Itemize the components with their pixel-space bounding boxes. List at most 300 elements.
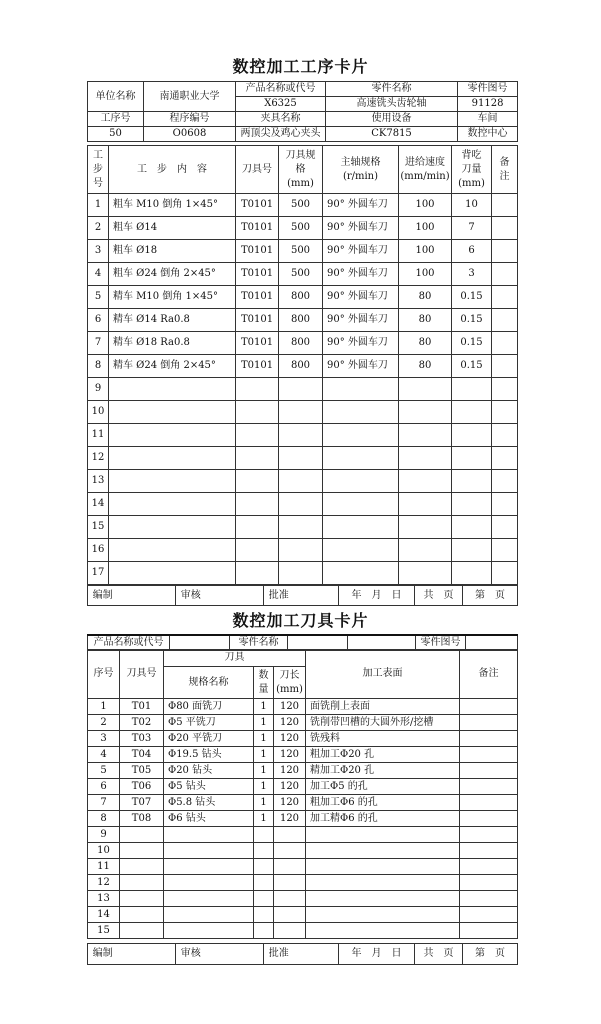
- tool-row-name: [164, 923, 254, 939]
- tool-row-surface: [306, 923, 460, 939]
- tool-footer-page-no: 第 页: [463, 944, 518, 965]
- step-feed: 100: [399, 263, 452, 286]
- tool-row-no: 2: [88, 715, 120, 731]
- step-spindle: [323, 539, 399, 562]
- tool-drawing-label: 零件图号: [416, 635, 466, 650]
- step-feed: 100: [399, 217, 452, 240]
- step-note: [492, 378, 518, 401]
- step-note: [492, 539, 518, 562]
- step-depth: [452, 539, 492, 562]
- tool-row-no: 7: [88, 795, 120, 811]
- step-tool-spec: [279, 562, 323, 585]
- tool-header-length: 刀长 (mm): [274, 667, 306, 699]
- step-tool-spec: 800: [279, 355, 323, 378]
- tool-row-name: [164, 827, 254, 843]
- tool-row-name: [164, 875, 254, 891]
- tool-row-tool-no: T01: [120, 699, 164, 715]
- step-depth: [452, 378, 492, 401]
- step-depth: [452, 516, 492, 539]
- header-tool-spec: 刀具规 格 (mm): [279, 146, 323, 194]
- tool-part-value: [288, 635, 348, 650]
- process-no-label: 工序号: [88, 112, 144, 127]
- step-feed: [399, 378, 452, 401]
- step-tool-spec: 500: [279, 194, 323, 217]
- step-tool: [236, 424, 279, 447]
- tool-row-note: [460, 859, 518, 875]
- tool-row-name: Φ20 平铣刀: [164, 731, 254, 747]
- step-row: [88, 562, 518, 585]
- tool-footer-compile-label: 编制: [88, 944, 118, 965]
- step-row: [88, 401, 518, 424]
- step-content: [109, 401, 236, 424]
- step-tool: T0101: [236, 355, 279, 378]
- step-content: [109, 562, 236, 585]
- tool-footer-total-pages: 共 页: [415, 944, 463, 965]
- step-row: [88, 286, 518, 309]
- step-row: [88, 539, 518, 562]
- drawing-value: 91128: [458, 97, 518, 112]
- tool-row: [88, 811, 518, 827]
- tool-row-surface: [306, 827, 460, 843]
- step-no: 13: [88, 470, 109, 493]
- step-tool: [236, 378, 279, 401]
- step-note: [492, 194, 518, 217]
- step-spindle: 90° 外圆车刀: [323, 194, 399, 217]
- tool-row-surface: 铣削带凹槽的大圆外形/挖槽: [306, 715, 460, 731]
- program-label: 程序编号: [144, 112, 236, 127]
- step-note: [492, 263, 518, 286]
- step-row: [88, 263, 518, 286]
- step-tool: [236, 539, 279, 562]
- tool-row-surface: [306, 907, 460, 923]
- tool-row-note: [460, 715, 518, 731]
- step-spindle: [323, 493, 399, 516]
- tool-row-qty: [254, 875, 274, 891]
- step-tool: T0101: [236, 240, 279, 263]
- tool-blank-value: [348, 635, 416, 650]
- step-depth: 0.15: [452, 286, 492, 309]
- step-no: 9: [88, 378, 109, 401]
- tool-row-qty: 1: [254, 715, 274, 731]
- equipment-value: CK7815: [326, 127, 458, 142]
- tool-header-surface: 加工表面: [306, 650, 460, 699]
- step-row: [88, 217, 518, 240]
- footer-page-no: 第 页: [463, 586, 518, 606]
- step-tool-spec: [279, 493, 323, 516]
- step-feed: 80: [399, 355, 452, 378]
- tool-footer-compile-value: [118, 944, 176, 965]
- tool-row-length: 120: [274, 747, 306, 763]
- process-steps-table: [87, 145, 518, 585]
- equipment-label: 使用设备: [326, 112, 458, 127]
- step-no: 3: [88, 240, 109, 263]
- tool-row-name: [164, 891, 254, 907]
- step-tool-spec: [279, 447, 323, 470]
- tool-row-tool-no: [120, 827, 164, 843]
- step-tool-spec: [279, 401, 323, 424]
- fixture-label: 夹具名称: [236, 112, 326, 127]
- tool-row-note: [460, 875, 518, 891]
- tool-row: [88, 907, 518, 923]
- tool-row: [88, 859, 518, 875]
- tool-header-group: 刀具: [164, 650, 306, 667]
- step-depth: [452, 493, 492, 516]
- tool-row-tool-no: T05: [120, 763, 164, 779]
- step-tool: T0101: [236, 217, 279, 240]
- workshop-value: 数控中心: [458, 127, 518, 142]
- step-spindle: [323, 562, 399, 585]
- step-row: [88, 424, 518, 447]
- step-note: [492, 447, 518, 470]
- tool-row-surface: 加工精Φ6 的孔: [306, 811, 460, 827]
- tool-row: [88, 763, 518, 779]
- step-note: [492, 217, 518, 240]
- footer-compile-value: [118, 586, 176, 606]
- tool-row-length: 120: [274, 811, 306, 827]
- header-depth: 背吃 刀量 (mm): [452, 146, 492, 194]
- tool-header-qty: 数 量: [254, 667, 274, 699]
- tool-row-name: [164, 907, 254, 923]
- step-tool-spec: 500: [279, 217, 323, 240]
- tool-row-qty: [254, 923, 274, 939]
- tool-row-surface: [306, 859, 460, 875]
- step-depth: 0.15: [452, 355, 492, 378]
- tool-row-tool-no: [120, 891, 164, 907]
- tool-row-length: 120: [274, 715, 306, 731]
- footer-review-label: 审核: [176, 586, 206, 606]
- tool-footer-approve-value: [294, 944, 339, 965]
- step-content: 精车 Ø14 Ra0.8: [109, 309, 236, 332]
- tool-row-length: [274, 923, 306, 939]
- step-content: 粗车 Ø14: [109, 217, 236, 240]
- step-tool: [236, 516, 279, 539]
- step-depth: 7: [452, 217, 492, 240]
- fixture-value: 两顶尖及鸡心夹头: [236, 127, 326, 142]
- step-note: [492, 401, 518, 424]
- step-note: [492, 516, 518, 539]
- tool-row-note: [460, 907, 518, 923]
- tool-row-note: [460, 891, 518, 907]
- tool-row-qty: [254, 827, 274, 843]
- tool-row-no: 14: [88, 907, 120, 923]
- step-feed: [399, 516, 452, 539]
- tool-row-note: [460, 731, 518, 747]
- step-tool-spec: [279, 424, 323, 447]
- step-feed: [399, 447, 452, 470]
- step-depth: [452, 447, 492, 470]
- tool-row-note: [460, 811, 518, 827]
- step-depth: [452, 470, 492, 493]
- tool-row-qty: [254, 891, 274, 907]
- tool-row-note: [460, 795, 518, 811]
- tool-row: [88, 731, 518, 747]
- step-note: [492, 332, 518, 355]
- step-content: [109, 378, 236, 401]
- footer-review-value: [206, 586, 264, 606]
- tool-row-surface: [306, 875, 460, 891]
- step-no: 5: [88, 286, 109, 309]
- step-content: [109, 516, 236, 539]
- step-depth: 3: [452, 263, 492, 286]
- step-tool-spec: 800: [279, 332, 323, 355]
- step-no: 8: [88, 355, 109, 378]
- step-no: 10: [88, 401, 109, 424]
- tool-row: [88, 891, 518, 907]
- tool-row-qty: [254, 843, 274, 859]
- step-row: [88, 470, 518, 493]
- tool-row-tool-no: T06: [120, 779, 164, 795]
- footer-total-pages: 共 页: [415, 586, 463, 606]
- step-no: 16: [88, 539, 109, 562]
- step-row: [88, 355, 518, 378]
- step-row: [88, 332, 518, 355]
- step-content: 精车 Ø24 倒角 2×45°: [109, 355, 236, 378]
- tool-row-qty: 1: [254, 699, 274, 715]
- tool-row-tool-no: [120, 923, 164, 939]
- tool-row-name: [164, 843, 254, 859]
- step-row: [88, 309, 518, 332]
- tool-row-note: [460, 699, 518, 715]
- tool-row-note: [460, 827, 518, 843]
- step-depth: 6: [452, 240, 492, 263]
- tool-row-no: 13: [88, 891, 120, 907]
- tool-row-surface: 精加工Φ20 孔: [306, 763, 460, 779]
- tool-row-qty: [254, 907, 274, 923]
- tool-row-qty: 1: [254, 811, 274, 827]
- step-spindle: [323, 424, 399, 447]
- tool-row: [88, 795, 518, 811]
- step-note: [492, 309, 518, 332]
- step-note: [492, 470, 518, 493]
- part-label: 零件名称: [326, 82, 458, 97]
- footer-approve-label: 批准: [264, 586, 294, 606]
- step-no: 14: [88, 493, 109, 516]
- tool-row-length: 120: [274, 795, 306, 811]
- step-tool-spec: [279, 378, 323, 401]
- tool-part-label: 零件名称: [230, 635, 288, 650]
- step-tool: T0101: [236, 194, 279, 217]
- tool-row-tool-no: [120, 859, 164, 875]
- step-row: [88, 194, 518, 217]
- step-feed: 80: [399, 286, 452, 309]
- step-tool: T0101: [236, 263, 279, 286]
- tool-row-tool-no: [120, 907, 164, 923]
- tool-footer-date: 年 月 日: [339, 944, 415, 965]
- step-tool: [236, 562, 279, 585]
- step-feed: 100: [399, 194, 452, 217]
- tool-footer-approve-label: 批准: [264, 944, 294, 965]
- step-depth: [452, 401, 492, 424]
- tool-row-length: [274, 843, 306, 859]
- tool-drawing-value: [466, 635, 518, 650]
- tool-row-surface: 粗加工Φ6 的孔: [306, 795, 460, 811]
- tool-row: [88, 715, 518, 731]
- step-feed: [399, 493, 452, 516]
- tool-list-table: [87, 649, 518, 939]
- step-content: [109, 493, 236, 516]
- tool-row-qty: 1: [254, 795, 274, 811]
- tool-product-label: 产品名称或代号: [88, 635, 170, 650]
- step-no: 17: [88, 562, 109, 585]
- unit-value: 南通职业大学: [144, 82, 236, 112]
- tool-row-name: [164, 859, 254, 875]
- tool-header-no: 序号: [88, 650, 120, 699]
- step-depth: 10: [452, 194, 492, 217]
- step-tool-spec: 500: [279, 240, 323, 263]
- step-tool: [236, 493, 279, 516]
- tool-row: [88, 875, 518, 891]
- tool-row-surface: 面铣削上表面: [306, 699, 460, 715]
- step-content: [109, 470, 236, 493]
- step-tool-spec: 800: [279, 286, 323, 309]
- header-tool: 刀具号: [236, 146, 279, 194]
- tool-row-length: 120: [274, 731, 306, 747]
- step-spindle: [323, 401, 399, 424]
- process-card-footer: [87, 585, 518, 606]
- tool-row-no: 6: [88, 779, 120, 795]
- step-depth: [452, 562, 492, 585]
- step-feed: [399, 424, 452, 447]
- tool-row-note: [460, 763, 518, 779]
- tool-row-note: [460, 779, 518, 795]
- step-content: [109, 424, 236, 447]
- step-depth: 0.15: [452, 332, 492, 355]
- tool-row-tool-no: T02: [120, 715, 164, 731]
- step-no: 7: [88, 332, 109, 355]
- tool-row-tool-no: T03: [120, 731, 164, 747]
- step-note: [492, 424, 518, 447]
- tool-row-length: [274, 907, 306, 923]
- tool-row-no: 5: [88, 763, 120, 779]
- step-tool: T0101: [236, 309, 279, 332]
- tool-row: [88, 923, 518, 939]
- tool-header-spec-name: 规格名称: [164, 667, 254, 699]
- tool-row-surface: [306, 843, 460, 859]
- tool-card-footer: [87, 943, 518, 965]
- tool-row-no: 12: [88, 875, 120, 891]
- tool-row-surface: 加工Φ5 的孔: [306, 779, 460, 795]
- step-content: 精车 M10 倒角 1×45°: [109, 286, 236, 309]
- step-feed: [399, 562, 452, 585]
- step-tool: T0101: [236, 286, 279, 309]
- tool-row-no: 8: [88, 811, 120, 827]
- step-tool-spec: [279, 539, 323, 562]
- tool-row-no: 1: [88, 699, 120, 715]
- step-no: 6: [88, 309, 109, 332]
- step-tool: [236, 470, 279, 493]
- product-label: 产品名称或代号: [236, 82, 326, 97]
- tool-row-name: Φ80 面铣刀: [164, 699, 254, 715]
- program-value: O0608: [144, 127, 236, 142]
- tool-row-no: 4: [88, 747, 120, 763]
- part-value: 高速铣头齿轮轴: [326, 97, 458, 112]
- step-spindle: [323, 378, 399, 401]
- step-spindle: 90° 外圆车刀: [323, 332, 399, 355]
- tool-product-value: [170, 635, 230, 650]
- step-row: [88, 447, 518, 470]
- drawing-label: 零件图号: [458, 82, 518, 97]
- step-feed: 80: [399, 309, 452, 332]
- process-no-value: 50: [88, 127, 144, 142]
- step-note: [492, 355, 518, 378]
- tool-row-note: [460, 747, 518, 763]
- step-row: [88, 516, 518, 539]
- step-note: [492, 562, 518, 585]
- tool-row-length: 120: [274, 763, 306, 779]
- tool-row-surface: 铣残料: [306, 731, 460, 747]
- step-feed: [399, 470, 452, 493]
- step-spindle: [323, 470, 399, 493]
- header-step: 工 步 号: [88, 146, 109, 194]
- tool-row-length: [274, 875, 306, 891]
- step-no: 2: [88, 217, 109, 240]
- tool-header-note: 备注: [460, 650, 518, 699]
- step-tool-spec: [279, 516, 323, 539]
- step-tool: T0101: [236, 332, 279, 355]
- header-spindle: 主轴规格 (r/min): [323, 146, 399, 194]
- step-note: [492, 240, 518, 263]
- tool-row-length: [274, 827, 306, 843]
- step-row: [88, 378, 518, 401]
- step-tool: [236, 401, 279, 424]
- product-value: X6325: [236, 97, 326, 112]
- tool-row-no: 10: [88, 843, 120, 859]
- step-no: 15: [88, 516, 109, 539]
- step-feed: [399, 539, 452, 562]
- step-depth: 0.15: [452, 309, 492, 332]
- tool-row-name: Φ6 钻头: [164, 811, 254, 827]
- step-content: 粗车 M10 倒角 1×45°: [109, 194, 236, 217]
- step-spindle: 90° 外圆车刀: [323, 240, 399, 263]
- step-row: [88, 493, 518, 516]
- footer-approve-value: [294, 586, 339, 606]
- tool-row-no: 15: [88, 923, 120, 939]
- step-feed: [399, 401, 452, 424]
- tool-row: [88, 699, 518, 715]
- process-card-title: 数控加工工序卡片: [232, 57, 369, 76]
- header-content: 工 步 内 容: [109, 146, 236, 194]
- tool-row-length: 120: [274, 779, 306, 795]
- step-content: 粗车 Ø24 倒角 2×45°: [109, 263, 236, 286]
- step-tool-spec: 800: [279, 309, 323, 332]
- tool-row-qty: 1: [254, 779, 274, 795]
- tool-row-length: 120: [274, 699, 306, 715]
- step-spindle: [323, 516, 399, 539]
- tool-row: [88, 779, 518, 795]
- tool-row-tool-no: [120, 843, 164, 859]
- tool-header-tool-no: 刀具号: [120, 650, 164, 699]
- step-feed: 100: [399, 240, 452, 263]
- tool-row-no: 9: [88, 827, 120, 843]
- header-note: 备 注: [492, 146, 518, 194]
- tool-row-tool-no: T04: [120, 747, 164, 763]
- tool-row-name: Φ20 钻头: [164, 763, 254, 779]
- step-tool-spec: 500: [279, 263, 323, 286]
- tool-row: [88, 747, 518, 763]
- step-no: 1: [88, 194, 109, 217]
- tool-row-surface: [306, 891, 460, 907]
- tool-row-tool-no: [120, 875, 164, 891]
- tool-row-tool-no: T07: [120, 795, 164, 811]
- tool-row-no: 11: [88, 859, 120, 875]
- step-tool-spec: [279, 470, 323, 493]
- tool-row-qty: [254, 859, 274, 875]
- tool-row-length: [274, 859, 306, 875]
- tool-row-qty: 1: [254, 731, 274, 747]
- step-row: [88, 240, 518, 263]
- tool-row: [88, 827, 518, 843]
- step-note: [492, 493, 518, 516]
